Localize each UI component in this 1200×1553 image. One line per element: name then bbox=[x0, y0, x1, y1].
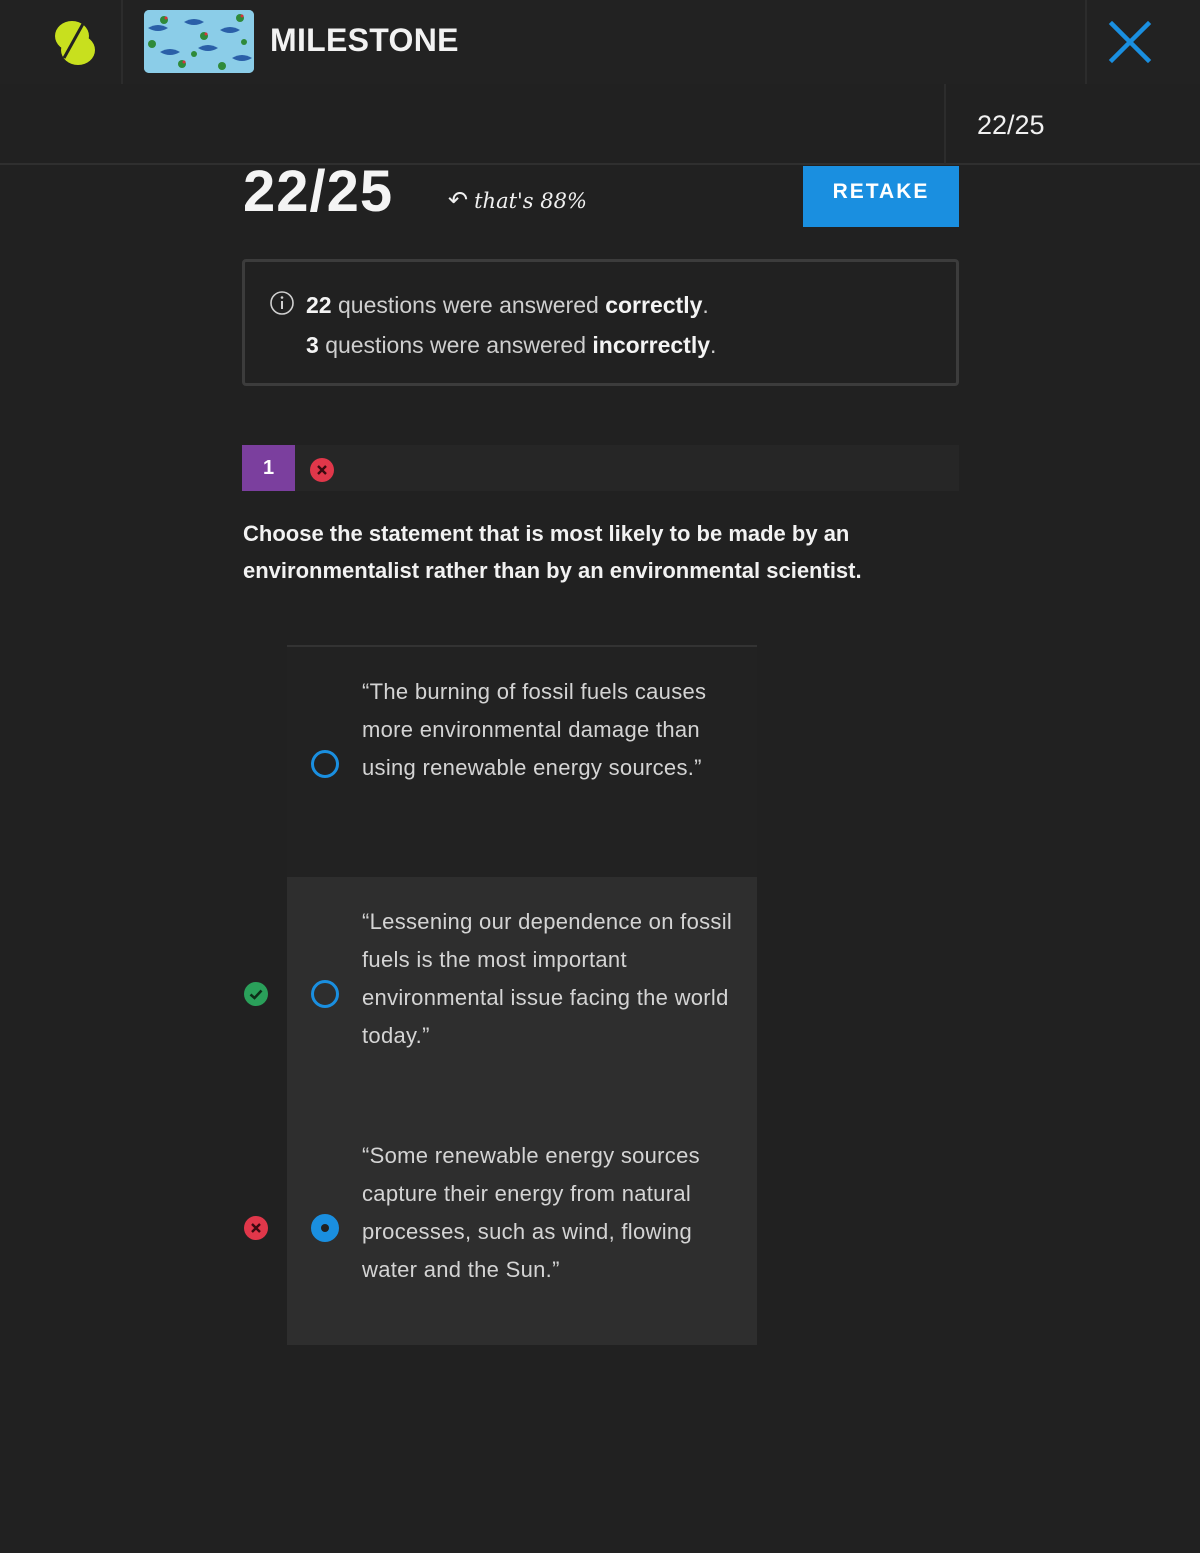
header-divider bbox=[1085, 0, 1087, 84]
answer-option[interactable] bbox=[287, 645, 757, 877]
incorrect-icon bbox=[309, 457, 335, 483]
summary-text: questions were answered bbox=[337, 292, 599, 318]
radio-button[interactable] bbox=[311, 750, 339, 778]
radio-button[interactable] bbox=[311, 980, 339, 1008]
score-note bbox=[448, 186, 587, 214]
top-bar bbox=[0, 0, 1200, 84]
answer-option[interactable] bbox=[287, 877, 757, 1111]
question-text: Choose the statement that is most likely to be made by an environmentalist rather than by an environmental scientist. bbox=[243, 521, 862, 583]
back-arrow-icon: ↶ bbox=[448, 186, 469, 214]
answer-option-text: “Lessening our dependence on fossil fuels is the most important environmental issue facing the world today.” bbox=[362, 909, 733, 1048]
correct-icon bbox=[243, 981, 269, 1007]
progress-count: 22/25 bbox=[977, 110, 1045, 140]
summary-text: questions were answered bbox=[325, 332, 587, 358]
incorrect-word: incorrectly bbox=[592, 332, 711, 358]
page-title: MILESTONE bbox=[270, 22, 459, 58]
score-value: 22/25 bbox=[243, 159, 394, 224]
incorrect-count: 3 bbox=[306, 332, 319, 358]
incorrect-summary bbox=[306, 332, 716, 359]
progress-divider bbox=[944, 84, 946, 164]
answer-option-text: “Some renewable energy sources capture their energy from natural processes, such as wind, flowing water and the Sun.” bbox=[362, 1143, 700, 1282]
score-percent-note: that's 88% bbox=[474, 189, 587, 213]
app-logo-icon[interactable] bbox=[50, 14, 100, 70]
correct-word: correctly bbox=[605, 292, 703, 318]
milestone-thumbnail bbox=[144, 10, 254, 73]
close-button[interactable] bbox=[1106, 18, 1154, 66]
question-number-badge: 1 bbox=[242, 445, 295, 491]
header-divider bbox=[121, 0, 123, 84]
answer-option-text: “The burning of fossil fuels causes more environmental damage than using renewable energy sources.” bbox=[362, 679, 707, 780]
summary-period: . bbox=[710, 332, 717, 358]
correct-count: 22 bbox=[306, 292, 332, 318]
summary-period: . bbox=[702, 292, 709, 318]
info-icon bbox=[269, 290, 295, 316]
answer-option-selected[interactable] bbox=[287, 1111, 757, 1345]
retake-button[interactable]: RETAKE bbox=[803, 166, 959, 227]
question-header bbox=[242, 445, 959, 491]
correct-summary bbox=[306, 292, 709, 319]
results-summary bbox=[242, 259, 959, 386]
incorrect-icon bbox=[243, 1215, 269, 1241]
close-icon[interactable] bbox=[1106, 18, 1154, 66]
radio-button-selected[interactable] bbox=[311, 1214, 339, 1242]
